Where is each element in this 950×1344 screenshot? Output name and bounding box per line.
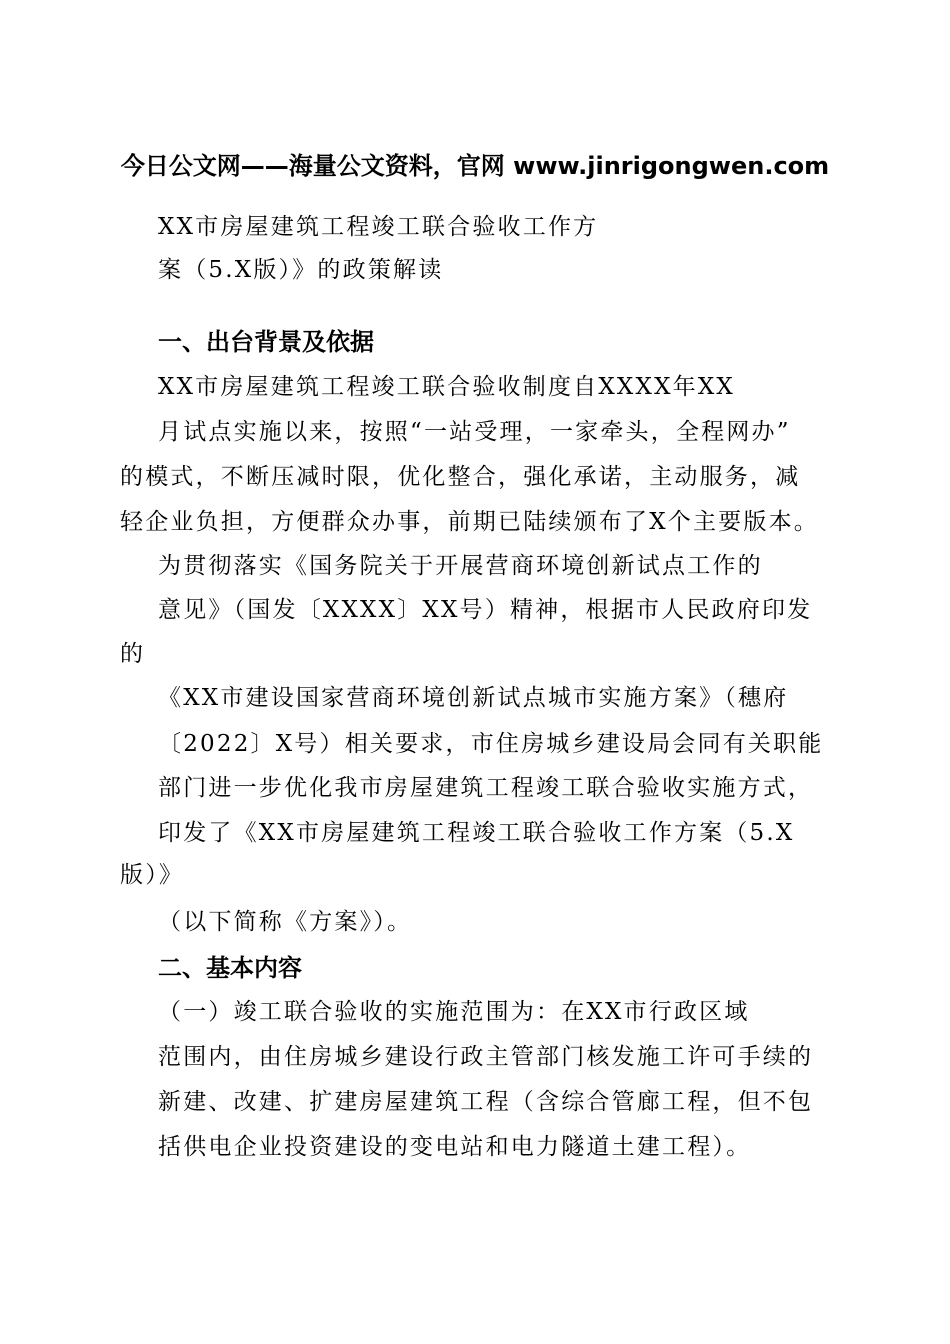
paragraph-line: 意见》（国发〔XXXX〕XX号）精神，根据市人民政府印发 bbox=[158, 597, 813, 623]
doc-title-line-1: XX市房屋建筑工程竣工联合验收工作方 bbox=[158, 214, 599, 240]
paragraph-line: 版）》 bbox=[120, 862, 185, 888]
section-heading-2: 二、基本内容 bbox=[158, 954, 302, 982]
paragraph-line: 的模式，不断压减时限，优化整合，强化承诺，主动服务，减 bbox=[120, 464, 801, 490]
paragraph-line: 的 bbox=[120, 641, 146, 667]
paragraph-line: 《XX市建设国家营商环境创新试点城市实施方案》（穗府 bbox=[158, 685, 789, 711]
doc-title-line-2: 案（5.X版）》的政策解读 bbox=[158, 257, 444, 283]
paragraph-line: 月试点实施以来，按照“一站受理，一家牵头，全程网办” bbox=[158, 419, 791, 445]
site-header-line: 今日公文网——海量公文资料，官网 www.jinrigongwen.com bbox=[120, 152, 830, 180]
paragraph-line: 轻企业负担，方便群众办事，前期已陆续颁布了X个主要版本。 bbox=[120, 509, 819, 535]
paragraph-line: 〔2022〕X号）相关要求，市住房城乡建设局会同有关职能 bbox=[158, 731, 824, 757]
paragraph-line: 为贯彻落实《国务院关于开展营商环境创新试点工作的 bbox=[158, 553, 763, 579]
paragraph-line: 新建、改建、扩建房屋建筑工程（含综合管廊工程，但不包 bbox=[158, 1089, 814, 1115]
paragraph-line: 印发了《XX市房屋建筑工程竣工联合验收工作方案（5.X bbox=[158, 820, 795, 846]
section-heading-1: 一、出台背景及依据 bbox=[158, 328, 374, 356]
paragraph-line: （以下简称《方案》）。 bbox=[158, 909, 413, 935]
paragraph-line: 括供电企业投资建设的变电站和电力隧道土建工程）。 bbox=[158, 1134, 752, 1160]
paragraph-line: 部门进一步优化我市房屋建筑工程竣工联合验收实施方式， bbox=[158, 775, 814, 801]
paragraph-line: （一）竣工联合验收的实施范围为：在XX市行政区域 bbox=[158, 999, 750, 1025]
paragraph-line: XX市房屋建筑工程竣工联合验收制度自XXXX年XX bbox=[158, 374, 735, 400]
paragraph-line: 范围内，由住房城乡建设行政主管部门核发施工许可手续的 bbox=[158, 1044, 814, 1070]
